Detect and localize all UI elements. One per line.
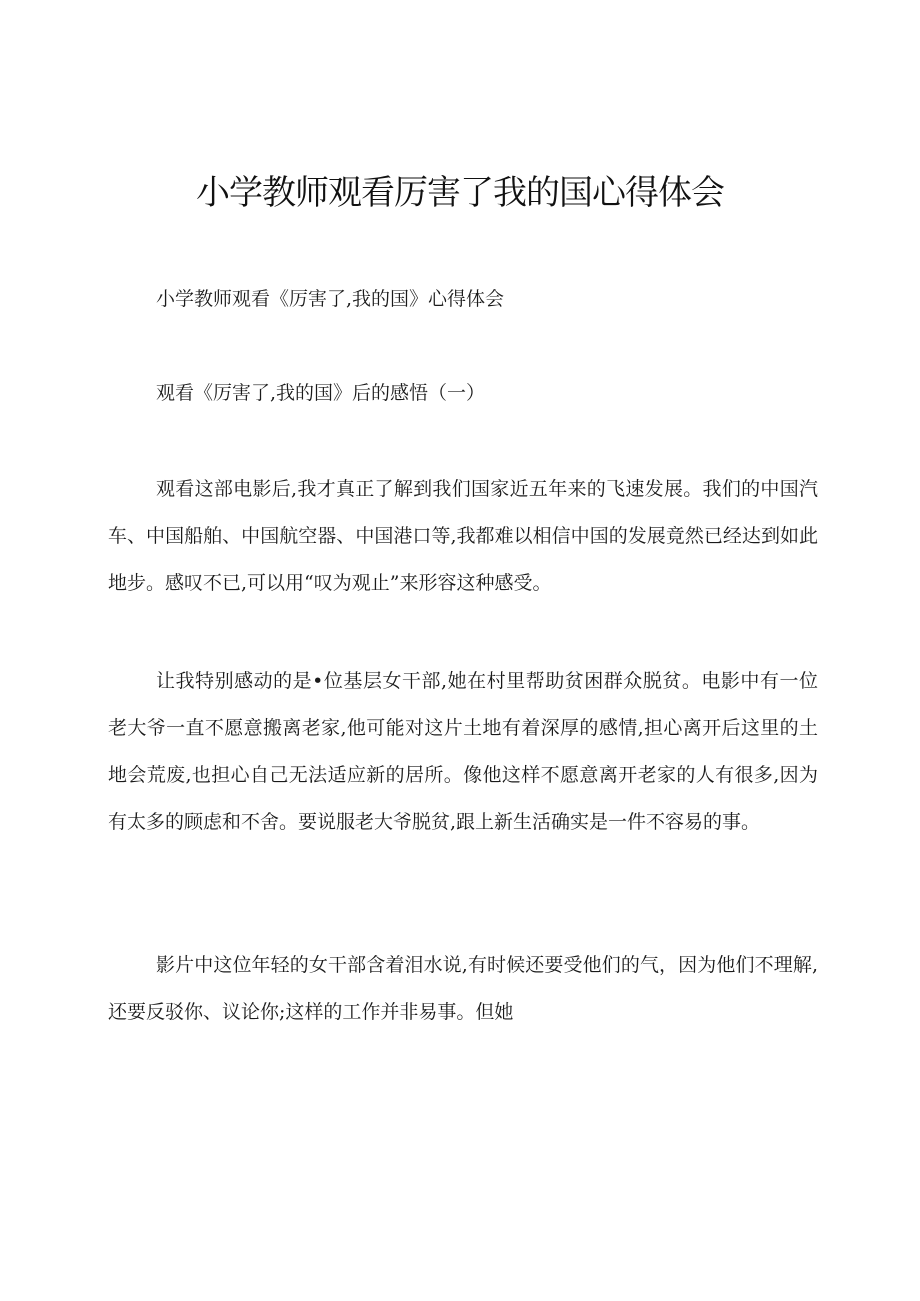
section-heading: 观看《厉害了,我的国》后的感悟（一） <box>156 382 486 404</box>
body-paragraph-1: 观看这部电影后,我才真正了解到我们国家近五年来的飞速发展。我们的中国汽车、中国船舶、中国航空器、中国港口等,我都难以相信中国的发展竟然已经达到如此地步。感叹不已,可以用“叹为观止”来形容这种感受。 <box>108 478 818 594</box>
document-title: 小学教师观看厉害了我的国心得体会 <box>196 173 724 213</box>
document-subtitle: 小学教师观看《厉害了,我的国》心得体会 <box>156 288 505 310</box>
body-paragraph-3: 影片中这位年轻的女干部含着泪水说,有时候还要受他们的气，因为他们不理解,还要反驳你、议论你;这样的工作并非易事。但她 <box>108 954 818 1023</box>
body-paragraph-2: 让我特别感动的是•位基层女干部,她在村里帮助贫困群众脱贫。电影中有一位老大爷一直不愿意搬离老家,他可能对这片土地有着深厚的感情,担心离开后这里的土地会荒废,也担心自己无法适应新的居所。像他这样不愿意离开老家的人有很多,因为有太多的顾虑和不舍。要说服老大爷脱贫,跟上新生活确实是一件不容易的事。 <box>108 670 818 833</box>
